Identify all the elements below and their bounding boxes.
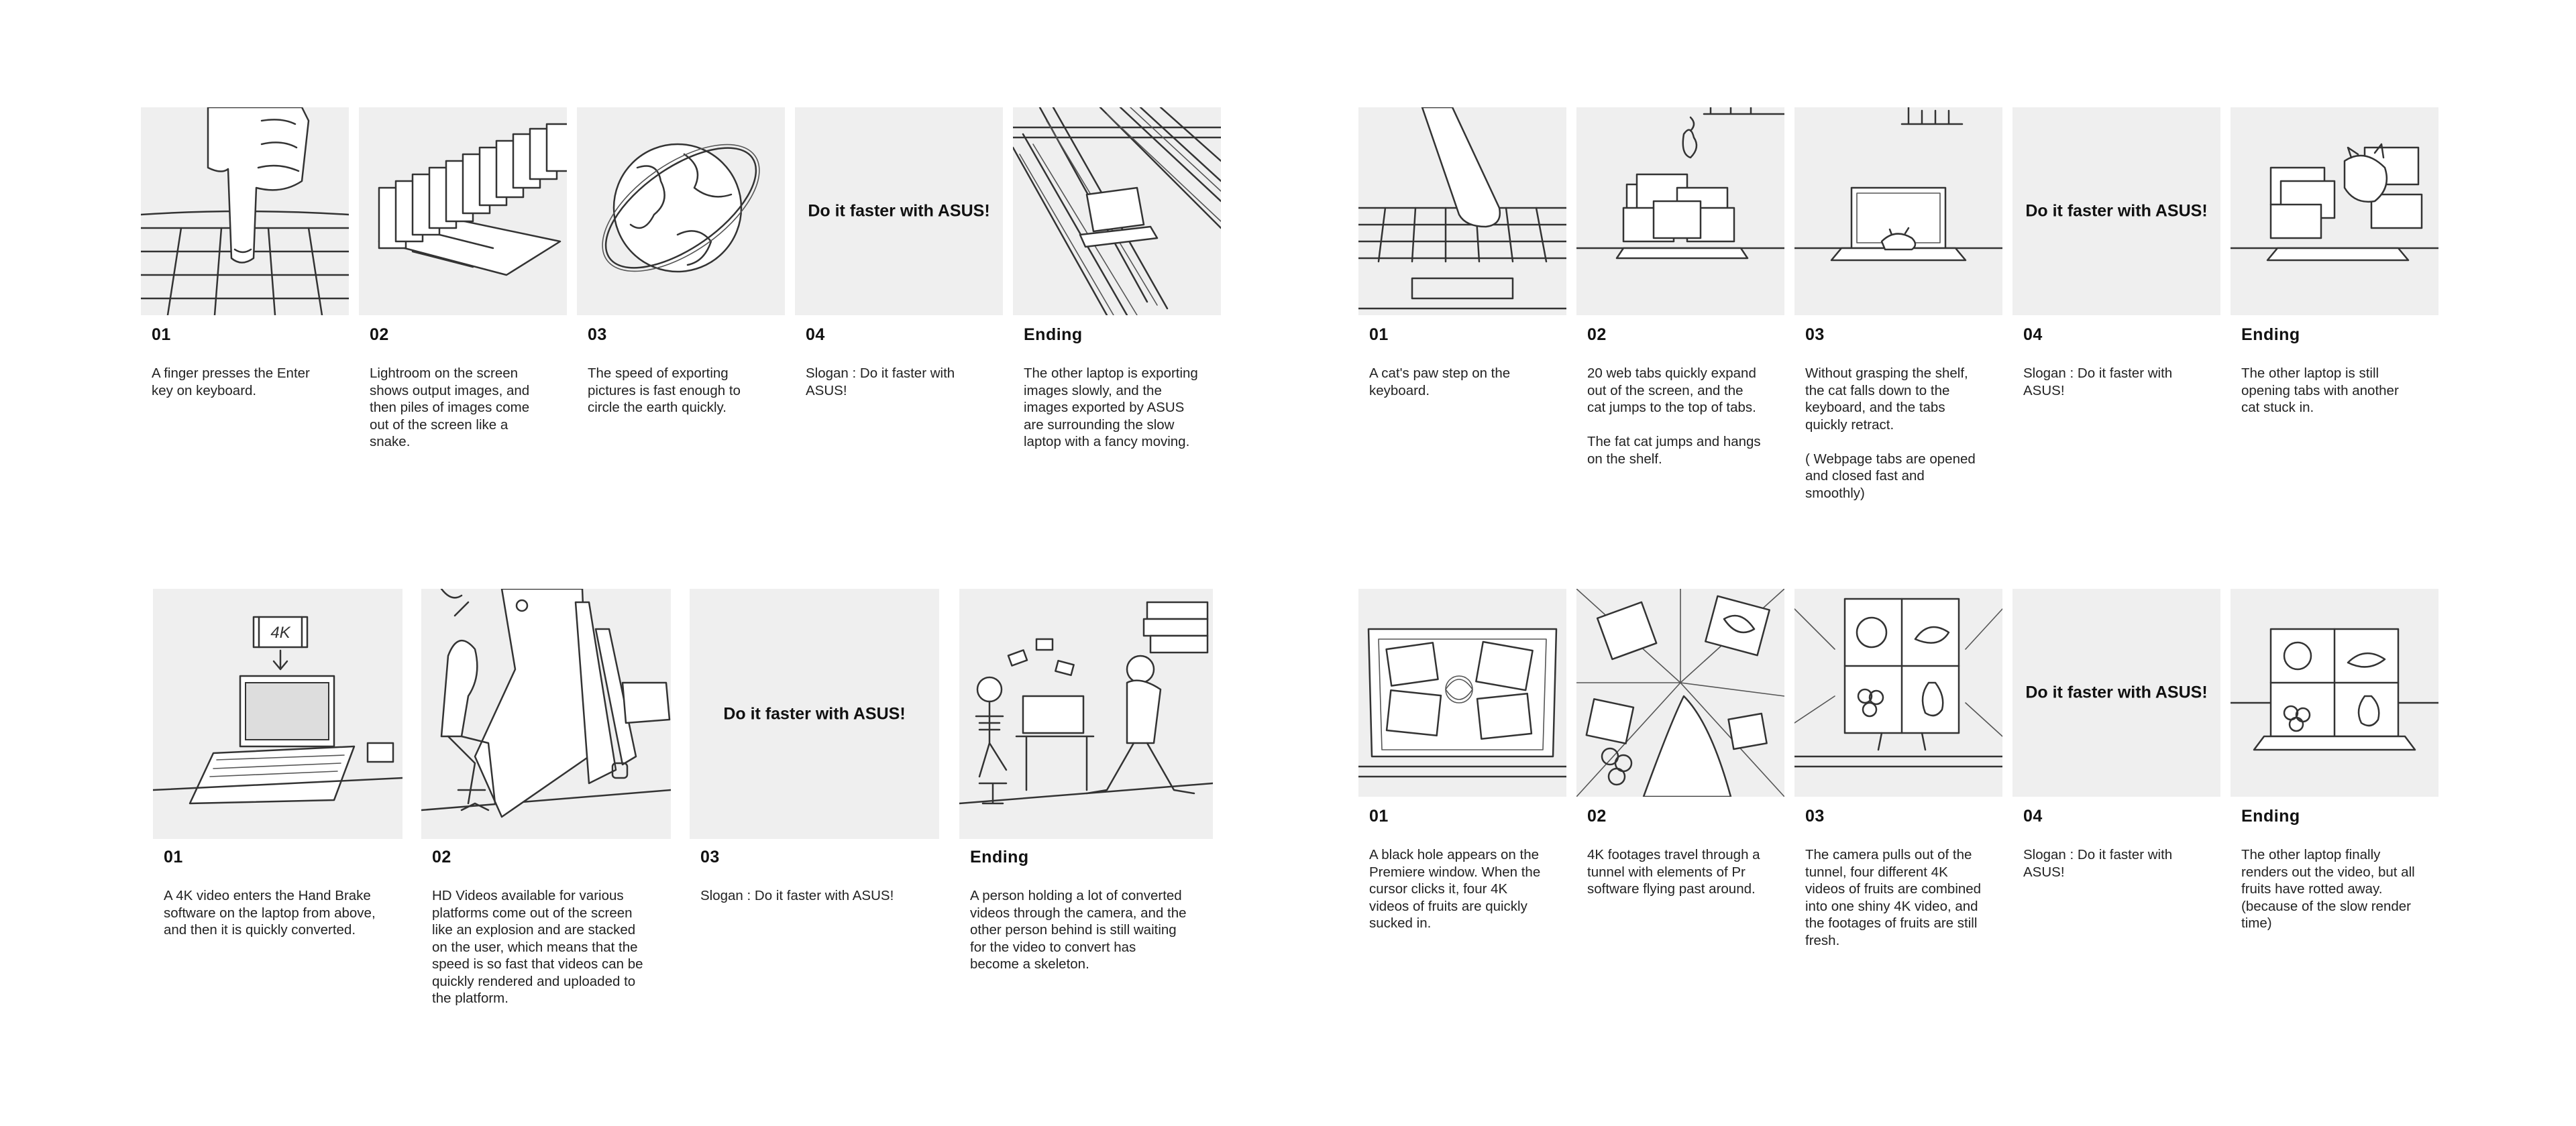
panel-description: Without grasping the shelf, the cat falls down to the keyboard, and the tabs quickly retract. ( Webpage tabs are opened and closed fast and smoothly) <box>1805 365 1976 501</box>
slogan-frame <box>2012 107 2220 315</box>
panel-number: 02 <box>370 325 389 344</box>
panel-number: 04 <box>2023 807 2043 826</box>
panel-description: Slogan : Do it faster with ASUS! <box>806 365 955 398</box>
storyboard-panel <box>2231 107 2438 483</box>
storyboard-panel <box>577 107 785 483</box>
storyboard-panel <box>1576 107 1784 483</box>
panel-number: 03 <box>700 848 720 866</box>
panel-number: 03 <box>1805 807 1825 826</box>
sketch-4k-video-laptop <box>153 589 402 839</box>
storyboard-panel <box>959 589 1213 1031</box>
sketch-slow-laptop-images <box>1013 107 1221 315</box>
slogan-frame <box>795 107 1003 315</box>
sketch-fruit-tunnel <box>1576 589 1784 797</box>
panel-description: The speed of exporting pictures is fast enough to circle the earth quickly. <box>588 365 741 415</box>
storyboard-panel <box>2012 589 2220 1031</box>
panel-description: A finger presses the Enter key on keyboard. <box>152 365 310 398</box>
sketch-earth-orbit <box>577 107 785 315</box>
slogan-text: Do it faster with ASUS! <box>808 201 990 221</box>
panel-description: The camera pulls out of the tunnel, four different 4K videos of fruits are combined into one shiny 4K video, and the footages of fruits are still fresh. <box>1805 847 1982 948</box>
panel-description: The other laptop is still opening tabs with another cat stuck in. <box>2241 365 2399 415</box>
panel-description: Slogan : Do it faster with ASUS! <box>2023 847 2173 880</box>
panel-description: A person holding a lot of converted videos through the camera, and the other person behind is still waiting for the video to convert has become a skeleton. <box>970 888 1187 972</box>
sketch-black-hole-screen <box>1358 589 1566 797</box>
panel-number: 03 <box>1805 325 1825 344</box>
panel-number: 02 <box>432 848 451 866</box>
sketch-finger-enter-key <box>141 107 349 315</box>
panel-number: Ending <box>2241 325 2300 344</box>
panel-number: 04 <box>806 325 825 344</box>
slogan-frame <box>690 589 939 839</box>
storyboard-panel <box>141 107 349 483</box>
storyboard-panel <box>2012 107 2220 483</box>
sketch-videos-explode <box>421 589 671 839</box>
storyboard-panel <box>795 107 1003 483</box>
panel-description: A cat's paw step on the keyboard. <box>1369 365 1511 398</box>
sketch-skeleton-waiting <box>959 589 1213 839</box>
sketch-combined-4k-video <box>1794 589 2002 797</box>
slogan-text: Do it faster with ASUS! <box>2025 683 2208 702</box>
panel-description: 20 web tabs quickly expand out of the screen, and the cat jumps to the top of tabs. The fat cat jumps and hangs on the shelf. <box>1587 365 1761 467</box>
panel-description: Slogan : Do it faster with ASUS! <box>700 888 894 903</box>
panel-number: 01 <box>164 848 183 866</box>
panel-description: 4K footages travel through a tunnel with elements of Pr software flying past around. <box>1587 847 1760 897</box>
sketch-cat-falls-laptop <box>1794 107 2002 315</box>
storyboard-panel <box>1358 107 1566 483</box>
slogan-text: Do it faster with ASUS! <box>2025 201 2208 221</box>
storyboard-panel <box>421 589 671 1031</box>
storyboard-panel <box>153 589 402 1031</box>
sketch-image-snake <box>359 107 567 315</box>
panel-number: 01 <box>1369 807 1389 826</box>
slogan-frame <box>2012 589 2220 797</box>
sketch-tabs-expand-cat <box>1576 107 1784 315</box>
storyboard-panel <box>1794 589 2002 1031</box>
panel-number: 01 <box>1369 325 1389 344</box>
storyboard-panel <box>1358 589 1566 1031</box>
panel-description: Lightroom on the screen shows output images, and then piles of images come out of the screen like a snake. <box>370 365 530 449</box>
sketch-cat-stuck-tabs <box>2231 107 2438 315</box>
panel-number: Ending <box>970 848 1029 866</box>
panel-description: The other laptop finally renders out the video, but all fruits have rotted away. (because of the slow render time) <box>2241 847 2415 931</box>
panel-number: Ending <box>1024 325 1083 344</box>
storyboard-panel <box>359 107 567 483</box>
sketch-rotten-fruits-laptop <box>2231 589 2438 797</box>
storyboard-panel <box>1013 107 1221 483</box>
storyboard-panel <box>1794 107 2002 501</box>
panel-description: A 4K video enters the Hand Brake software on the laptop from above, and then it is quickly converted. <box>164 888 376 938</box>
storyboard-panel <box>1576 589 1784 1031</box>
slogan-text: Do it faster with ASUS! <box>723 704 906 723</box>
panel-description: A black hole appears on the Premiere window. When the cursor clicks it, four 4K videos of fruits are quickly sucked in. <box>1369 847 1541 931</box>
panel-number: 02 <box>1587 807 1607 826</box>
svg-text:4K: 4K <box>270 624 290 642</box>
storyboard-panel <box>690 589 939 1031</box>
panel-number: Ending <box>2241 807 2300 826</box>
panel-description: Slogan : Do it faster with ASUS! <box>2023 365 2173 398</box>
panel-number: 02 <box>1587 325 1607 344</box>
panel-number: 03 <box>588 325 607 344</box>
panel-description: HD Videos available for various platforms come out of the screen like an explosion and are stacked on the user, which means that the speed is so fast that videos can be quickly rendered and uploaded to the platform. <box>432 888 643 1006</box>
panel-description: The other laptop is exporting images slowly, and the images exported by ASUS are surrounding the slow laptop with a fancy moving. <box>1024 365 1198 449</box>
panel-number: 01 <box>152 325 171 344</box>
sketch-cat-paw-keyboard <box>1358 107 1566 315</box>
storyboard-panel <box>2231 589 2438 1031</box>
panel-number: 04 <box>2023 325 2043 344</box>
